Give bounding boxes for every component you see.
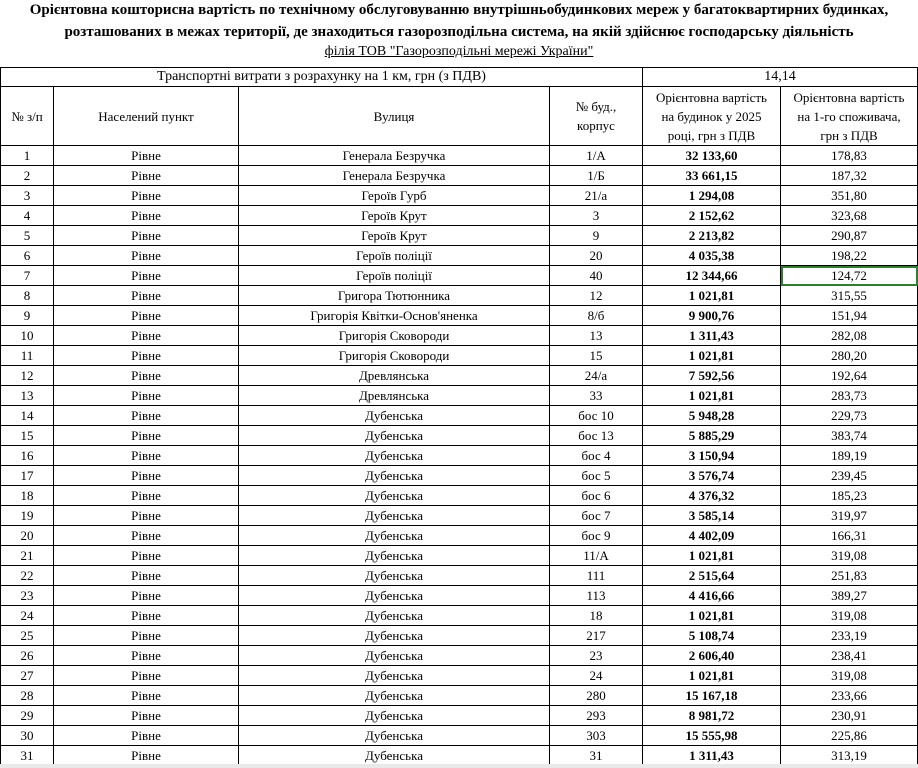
row-per-consumer[interactable]: 323,68	[781, 206, 918, 226]
row-settlement[interactable]: Рівне	[54, 326, 239, 346]
table-row	[1, 146, 918, 166]
row-num[interactable]: 18	[1, 486, 54, 506]
table-row	[1, 266, 918, 286]
row-num[interactable]: 3	[1, 186, 54, 206]
row-cost[interactable]: 5 108,74	[643, 626, 781, 646]
row-settlement[interactable]: Рівне	[54, 646, 239, 666]
table-row	[1, 186, 918, 206]
row-num[interactable]: 15	[1, 426, 54, 446]
row-cost[interactable]: 1 021,81	[643, 606, 781, 626]
row-street[interactable]: Дубенська	[239, 686, 550, 706]
row-per-consumer[interactable]: 192,64	[781, 366, 918, 386]
row-per-consumer[interactable]: 315,55	[781, 286, 918, 306]
row-settlement[interactable]: Рівне	[54, 546, 239, 566]
row-num[interactable]: 17	[1, 466, 54, 486]
row-street[interactable]: Героїв Гурб	[239, 186, 550, 206]
table-row	[1, 626, 918, 646]
row-settlement[interactable]: Рівне	[54, 586, 239, 606]
row-street[interactable]: Дубенська	[239, 446, 550, 466]
row-num[interactable]: 13	[1, 386, 54, 406]
row-cost[interactable]: 9 900,76	[643, 306, 781, 326]
row-num[interactable]: 26	[1, 646, 54, 666]
table-row	[1, 286, 918, 306]
row-building[interactable]: 9	[550, 226, 643, 246]
table-row	[1, 706, 918, 726]
transport-value[interactable]: 14,14	[643, 68, 918, 87]
row-building[interactable]: 280	[550, 686, 643, 706]
row-building[interactable]: 1/А	[550, 146, 643, 166]
row-building[interactable]: 113	[550, 586, 643, 606]
row-cost[interactable]: 3 150,94	[643, 446, 781, 466]
row-settlement[interactable]: Рівне	[54, 606, 239, 626]
row-per-consumer[interactable]: 187,32	[781, 166, 918, 186]
row-settlement[interactable]: Рівне	[54, 726, 239, 746]
table-row	[1, 446, 918, 466]
row-per-consumer[interactable]: 319,08	[781, 606, 918, 626]
row-num[interactable]: 1	[1, 146, 54, 166]
row-per-consumer[interactable]: 389,27	[781, 586, 918, 606]
table-row	[1, 526, 918, 546]
row-building[interactable]: 18	[550, 606, 643, 626]
row-num[interactable]: 31	[1, 746, 54, 766]
row-cost[interactable]: 4 376,32	[643, 486, 781, 506]
row-settlement[interactable]: Рівне	[54, 666, 239, 686]
row-num[interactable]: 4	[1, 206, 54, 226]
title-line-1: Орієнтовна кошторисна вартість по технічному обслуговуванню внутрішньобудинкових мереж у багатоквартирних будинках,	[29, 2, 889, 18]
row-cost[interactable]: 1 021,81	[643, 386, 781, 406]
header-num[interactable]: № з/п	[1, 87, 54, 146]
table-row	[1, 666, 918, 686]
row-per-consumer[interactable]: 383,74	[781, 426, 918, 446]
header-street[interactable]: Вулиця	[239, 87, 550, 146]
table-row	[1, 166, 918, 186]
row-settlement[interactable]: Рівне	[54, 146, 239, 166]
row-num[interactable]: 10	[1, 326, 54, 346]
row-per-consumer[interactable]: 198,22	[781, 246, 918, 266]
table-row	[1, 386, 918, 406]
row-cost[interactable]: 4 416,66	[643, 586, 781, 606]
row-per-consumer[interactable]: 290,87	[781, 226, 918, 246]
row-per-consumer[interactable]: 282,08	[781, 326, 918, 346]
row-cost[interactable]: 33 661,15	[643, 166, 781, 186]
row-settlement[interactable]: Рівне	[54, 506, 239, 526]
row-building[interactable]: 1/Б	[550, 166, 643, 186]
title-line-3: філія ТОВ "Газорозподільні мережі України"	[324, 44, 594, 59]
row-num[interactable]: 25	[1, 626, 54, 646]
table-row	[1, 746, 918, 766]
row-street[interactable]: Григорія Сковороди	[239, 346, 550, 366]
row-street[interactable]: Дубенська	[239, 426, 550, 446]
row-settlement[interactable]: Рівне	[54, 306, 239, 326]
row-per-consumer[interactable]: 319,08	[781, 666, 918, 686]
row-settlement[interactable]: Рівне	[54, 166, 239, 186]
row-street[interactable]: Дубенська	[239, 726, 550, 746]
row-building[interactable]: 11/А	[550, 546, 643, 566]
row-street[interactable]: Героїв Крут	[239, 226, 550, 246]
row-building[interactable]: 21/а	[550, 186, 643, 206]
row-settlement[interactable]: Рівне	[54, 486, 239, 506]
row-cost[interactable]: 15 167,18	[643, 686, 781, 706]
row-building[interactable]: бос 4	[550, 446, 643, 466]
row-building[interactable]: бос 5	[550, 466, 643, 486]
table-row	[1, 466, 918, 486]
row-cost[interactable]: 1 311,43	[643, 326, 781, 346]
row-street[interactable]: Дубенська	[239, 566, 550, 586]
row-building[interactable]: бос 6	[550, 486, 643, 506]
table-row	[1, 506, 918, 526]
row-num[interactable]: 29	[1, 706, 54, 726]
row-street[interactable]: Героїв Крут	[239, 206, 550, 226]
row-cost[interactable]: 32 133,60	[643, 146, 781, 166]
table-row	[1, 246, 918, 266]
row-street[interactable]: Героїв поліції	[239, 266, 550, 286]
row-street[interactable]: Героїв поліції	[239, 246, 550, 266]
row-per-consumer[interactable]: 151,94	[781, 306, 918, 326]
row-building[interactable]: 33	[550, 386, 643, 406]
table-row	[1, 326, 918, 346]
row-num[interactable]: 27	[1, 666, 54, 686]
row-num[interactable]: 21	[1, 546, 54, 566]
row-cost[interactable]: 3 576,74	[643, 466, 781, 486]
row-per-consumer[interactable]: 238,41	[781, 646, 918, 666]
row-street[interactable]: Генерала Безручка	[239, 146, 550, 166]
row-cost[interactable]: 3 585,14	[643, 506, 781, 526]
row-num[interactable]: 6	[1, 246, 54, 266]
table-row	[1, 546, 918, 566]
row-settlement[interactable]: Рівне	[54, 286, 239, 306]
row-building[interactable]: 111	[550, 566, 643, 586]
row-per-consumer[interactable]: 124,72	[781, 266, 918, 286]
row-settlement[interactable]: Рівне	[54, 566, 239, 586]
row-settlement[interactable]: Рівне	[54, 706, 239, 726]
row-street[interactable]: Дубенська	[239, 626, 550, 646]
row-cost[interactable]: 8 981,72	[643, 706, 781, 726]
table-row	[1, 566, 918, 586]
row-num[interactable]: 24	[1, 606, 54, 626]
row-street[interactable]: Дубенська	[239, 586, 550, 606]
row-per-consumer[interactable]: 233,66	[781, 686, 918, 706]
row-street[interactable]: Дубенська	[239, 746, 550, 766]
row-cost[interactable]: 4 035,38	[643, 246, 781, 266]
row-settlement[interactable]: Рівне	[54, 426, 239, 446]
row-num[interactable]: 30	[1, 726, 54, 746]
row-street[interactable]: Дубенська	[239, 606, 550, 626]
row-num[interactable]: 11	[1, 346, 54, 366]
row-settlement[interactable]: Рівне	[54, 206, 239, 226]
row-per-consumer[interactable]: 280,20	[781, 346, 918, 366]
transport-row	[1, 68, 918, 87]
row-building[interactable]: 3	[550, 206, 643, 226]
row-street[interactable]: Дубенська	[239, 526, 550, 546]
row-per-consumer[interactable]: 185,23	[781, 486, 918, 506]
row-street[interactable]: Дубенська	[239, 466, 550, 486]
table-row	[1, 486, 918, 506]
cost-table	[0, 67, 918, 766]
header-row	[1, 87, 918, 146]
row-cost[interactable]: 1 294,08	[643, 186, 781, 206]
row-settlement[interactable]: Рівне	[54, 746, 239, 766]
row-settlement[interactable]: Рівне	[54, 226, 239, 246]
row-building[interactable]: 23	[550, 646, 643, 666]
row-settlement[interactable]: Рівне	[54, 446, 239, 466]
row-num[interactable]: 7	[1, 266, 54, 286]
row-building[interactable]: 12	[550, 286, 643, 306]
table-row	[1, 206, 918, 226]
row-num[interactable]: 28	[1, 686, 54, 706]
table-row	[1, 366, 918, 386]
table-row	[1, 726, 918, 746]
sheet-bottom-strip	[0, 764, 918, 768]
row-num[interactable]: 9	[1, 306, 54, 326]
header-building[interactable]: № буд., корпус	[550, 87, 643, 146]
row-settlement[interactable]: Рівне	[54, 366, 239, 386]
row-per-consumer[interactable]: 251,83	[781, 566, 918, 586]
row-street[interactable]: Григорія Квітки-Основ'яненка	[239, 306, 550, 326]
table-row	[1, 686, 918, 706]
row-building[interactable]: бос 7	[550, 506, 643, 526]
row-street[interactable]: Дубенська	[239, 666, 550, 686]
row-settlement[interactable]: Рівне	[54, 266, 239, 286]
row-per-consumer[interactable]: 225,86	[781, 726, 918, 746]
header-cost[interactable]: Орієнтовна вартість на будинок у 2025 році, грн з ПДВ	[643, 87, 781, 146]
row-building[interactable]: 24	[550, 666, 643, 686]
row-cost[interactable]: 5 885,29	[643, 426, 781, 446]
table-row	[1, 586, 918, 606]
table-row	[1, 346, 918, 366]
row-cost[interactable]: 4 402,09	[643, 526, 781, 546]
row-building[interactable]: бос 10	[550, 406, 643, 426]
row-street[interactable]: Дубенська	[239, 646, 550, 666]
row-street[interactable]: Григорія Сковороди	[239, 326, 550, 346]
row-settlement[interactable]: Рівне	[54, 406, 239, 426]
row-cost[interactable]: 2 515,64	[643, 566, 781, 586]
row-street[interactable]: Дубенська	[239, 706, 550, 726]
row-cost[interactable]: 1 021,81	[643, 346, 781, 366]
row-cost[interactable]: 1 021,81	[643, 286, 781, 306]
row-settlement[interactable]: Рівне	[54, 346, 239, 366]
row-per-consumer[interactable]: 229,73	[781, 406, 918, 426]
row-settlement[interactable]: Рівне	[54, 246, 239, 266]
transport-label[interactable]: Транспортні витрати з розрахунку на 1 км, грн (з ПДВ)	[1, 68, 643, 87]
table-row	[1, 426, 918, 446]
table-row	[1, 646, 918, 666]
row-num[interactable]: 5	[1, 226, 54, 246]
row-per-consumer[interactable]: 189,19	[781, 446, 918, 466]
row-num[interactable]: 12	[1, 366, 54, 386]
row-cost[interactable]: 7 592,56	[643, 366, 781, 386]
table-row	[1, 226, 918, 246]
row-building[interactable]: 293	[550, 706, 643, 726]
row-street[interactable]: Дубенська	[239, 506, 550, 526]
row-street[interactable]: Древлянська	[239, 386, 550, 406]
row-street[interactable]: Дубенська	[239, 546, 550, 566]
row-num[interactable]: 19	[1, 506, 54, 526]
title-line-2: розташованих в межах території, де знаходиться газорозподільна система, на якій здійснює господарську діяльність	[64, 24, 854, 40]
row-building[interactable]: 15	[550, 346, 643, 366]
row-num[interactable]: 8	[1, 286, 54, 306]
row-cost[interactable]: 12 344,66	[643, 266, 781, 286]
row-per-consumer[interactable]: 351,80	[781, 186, 918, 206]
row-settlement[interactable]: Рівне	[54, 686, 239, 706]
row-cost[interactable]: 15 555,98	[643, 726, 781, 746]
table-row	[1, 406, 918, 426]
row-building[interactable]: 31	[550, 746, 643, 766]
row-building[interactable]: 303	[550, 726, 643, 746]
header-settlement[interactable]: Населений пункт	[54, 87, 239, 146]
row-per-consumer[interactable]: 230,91	[781, 706, 918, 726]
row-street[interactable]: Дубенська	[239, 406, 550, 426]
row-building[interactable]: 40	[550, 266, 643, 286]
row-cost[interactable]: 1 311,43	[643, 746, 781, 766]
row-num[interactable]: 2	[1, 166, 54, 186]
row-street[interactable]: Древлянська	[239, 366, 550, 386]
row-cost[interactable]: 2 606,40	[643, 646, 781, 666]
row-num[interactable]: 14	[1, 406, 54, 426]
row-num[interactable]: 16	[1, 446, 54, 466]
row-per-consumer[interactable]: 178,83	[781, 146, 918, 166]
row-street[interactable]: Дубенська	[239, 486, 550, 506]
row-per-consumer[interactable]: 313,19	[781, 746, 918, 766]
row-cost[interactable]: 1 021,81	[643, 546, 781, 566]
row-cost[interactable]: 1 021,81	[643, 666, 781, 686]
header-per-consumer[interactable]: Орієнтовна вартість на 1-го споживача, грн з ПДВ	[781, 87, 918, 146]
row-building[interactable]: 13	[550, 326, 643, 346]
row-settlement[interactable]: Рівне	[54, 526, 239, 546]
row-settlement[interactable]: Рівне	[54, 626, 239, 646]
row-per-consumer[interactable]: 239,45	[781, 466, 918, 486]
table-row	[1, 606, 918, 626]
document-title	[0, 0, 918, 62]
row-building[interactable]: 217	[550, 626, 643, 646]
row-per-consumer[interactable]: 319,08	[781, 546, 918, 566]
row-cost[interactable]: 2 213,82	[643, 226, 781, 246]
row-building[interactable]: бос 9	[550, 526, 643, 546]
row-building[interactable]: 20	[550, 246, 643, 266]
row-settlement[interactable]: Рівне	[54, 186, 239, 206]
row-street[interactable]: Григора Тютюнника	[239, 286, 550, 306]
row-cost[interactable]: 5 948,28	[643, 406, 781, 426]
row-building[interactable]: 8/б	[550, 306, 643, 326]
row-street[interactable]: Генерала Безручка	[239, 166, 550, 186]
row-per-consumer[interactable]: 166,31	[781, 526, 918, 546]
row-settlement[interactable]: Рівне	[54, 466, 239, 486]
row-num[interactable]: 22	[1, 566, 54, 586]
table-row	[1, 306, 918, 326]
row-building[interactable]: 24/а	[550, 366, 643, 386]
row-cost[interactable]: 2 152,62	[643, 206, 781, 226]
row-per-consumer[interactable]: 233,19	[781, 626, 918, 646]
row-building[interactable]: бос 13	[550, 426, 643, 446]
row-per-consumer[interactable]: 319,97	[781, 506, 918, 526]
row-num[interactable]: 23	[1, 586, 54, 606]
row-settlement[interactable]: Рівне	[54, 386, 239, 406]
row-per-consumer[interactable]: 283,73	[781, 386, 918, 406]
row-num[interactable]: 20	[1, 526, 54, 546]
